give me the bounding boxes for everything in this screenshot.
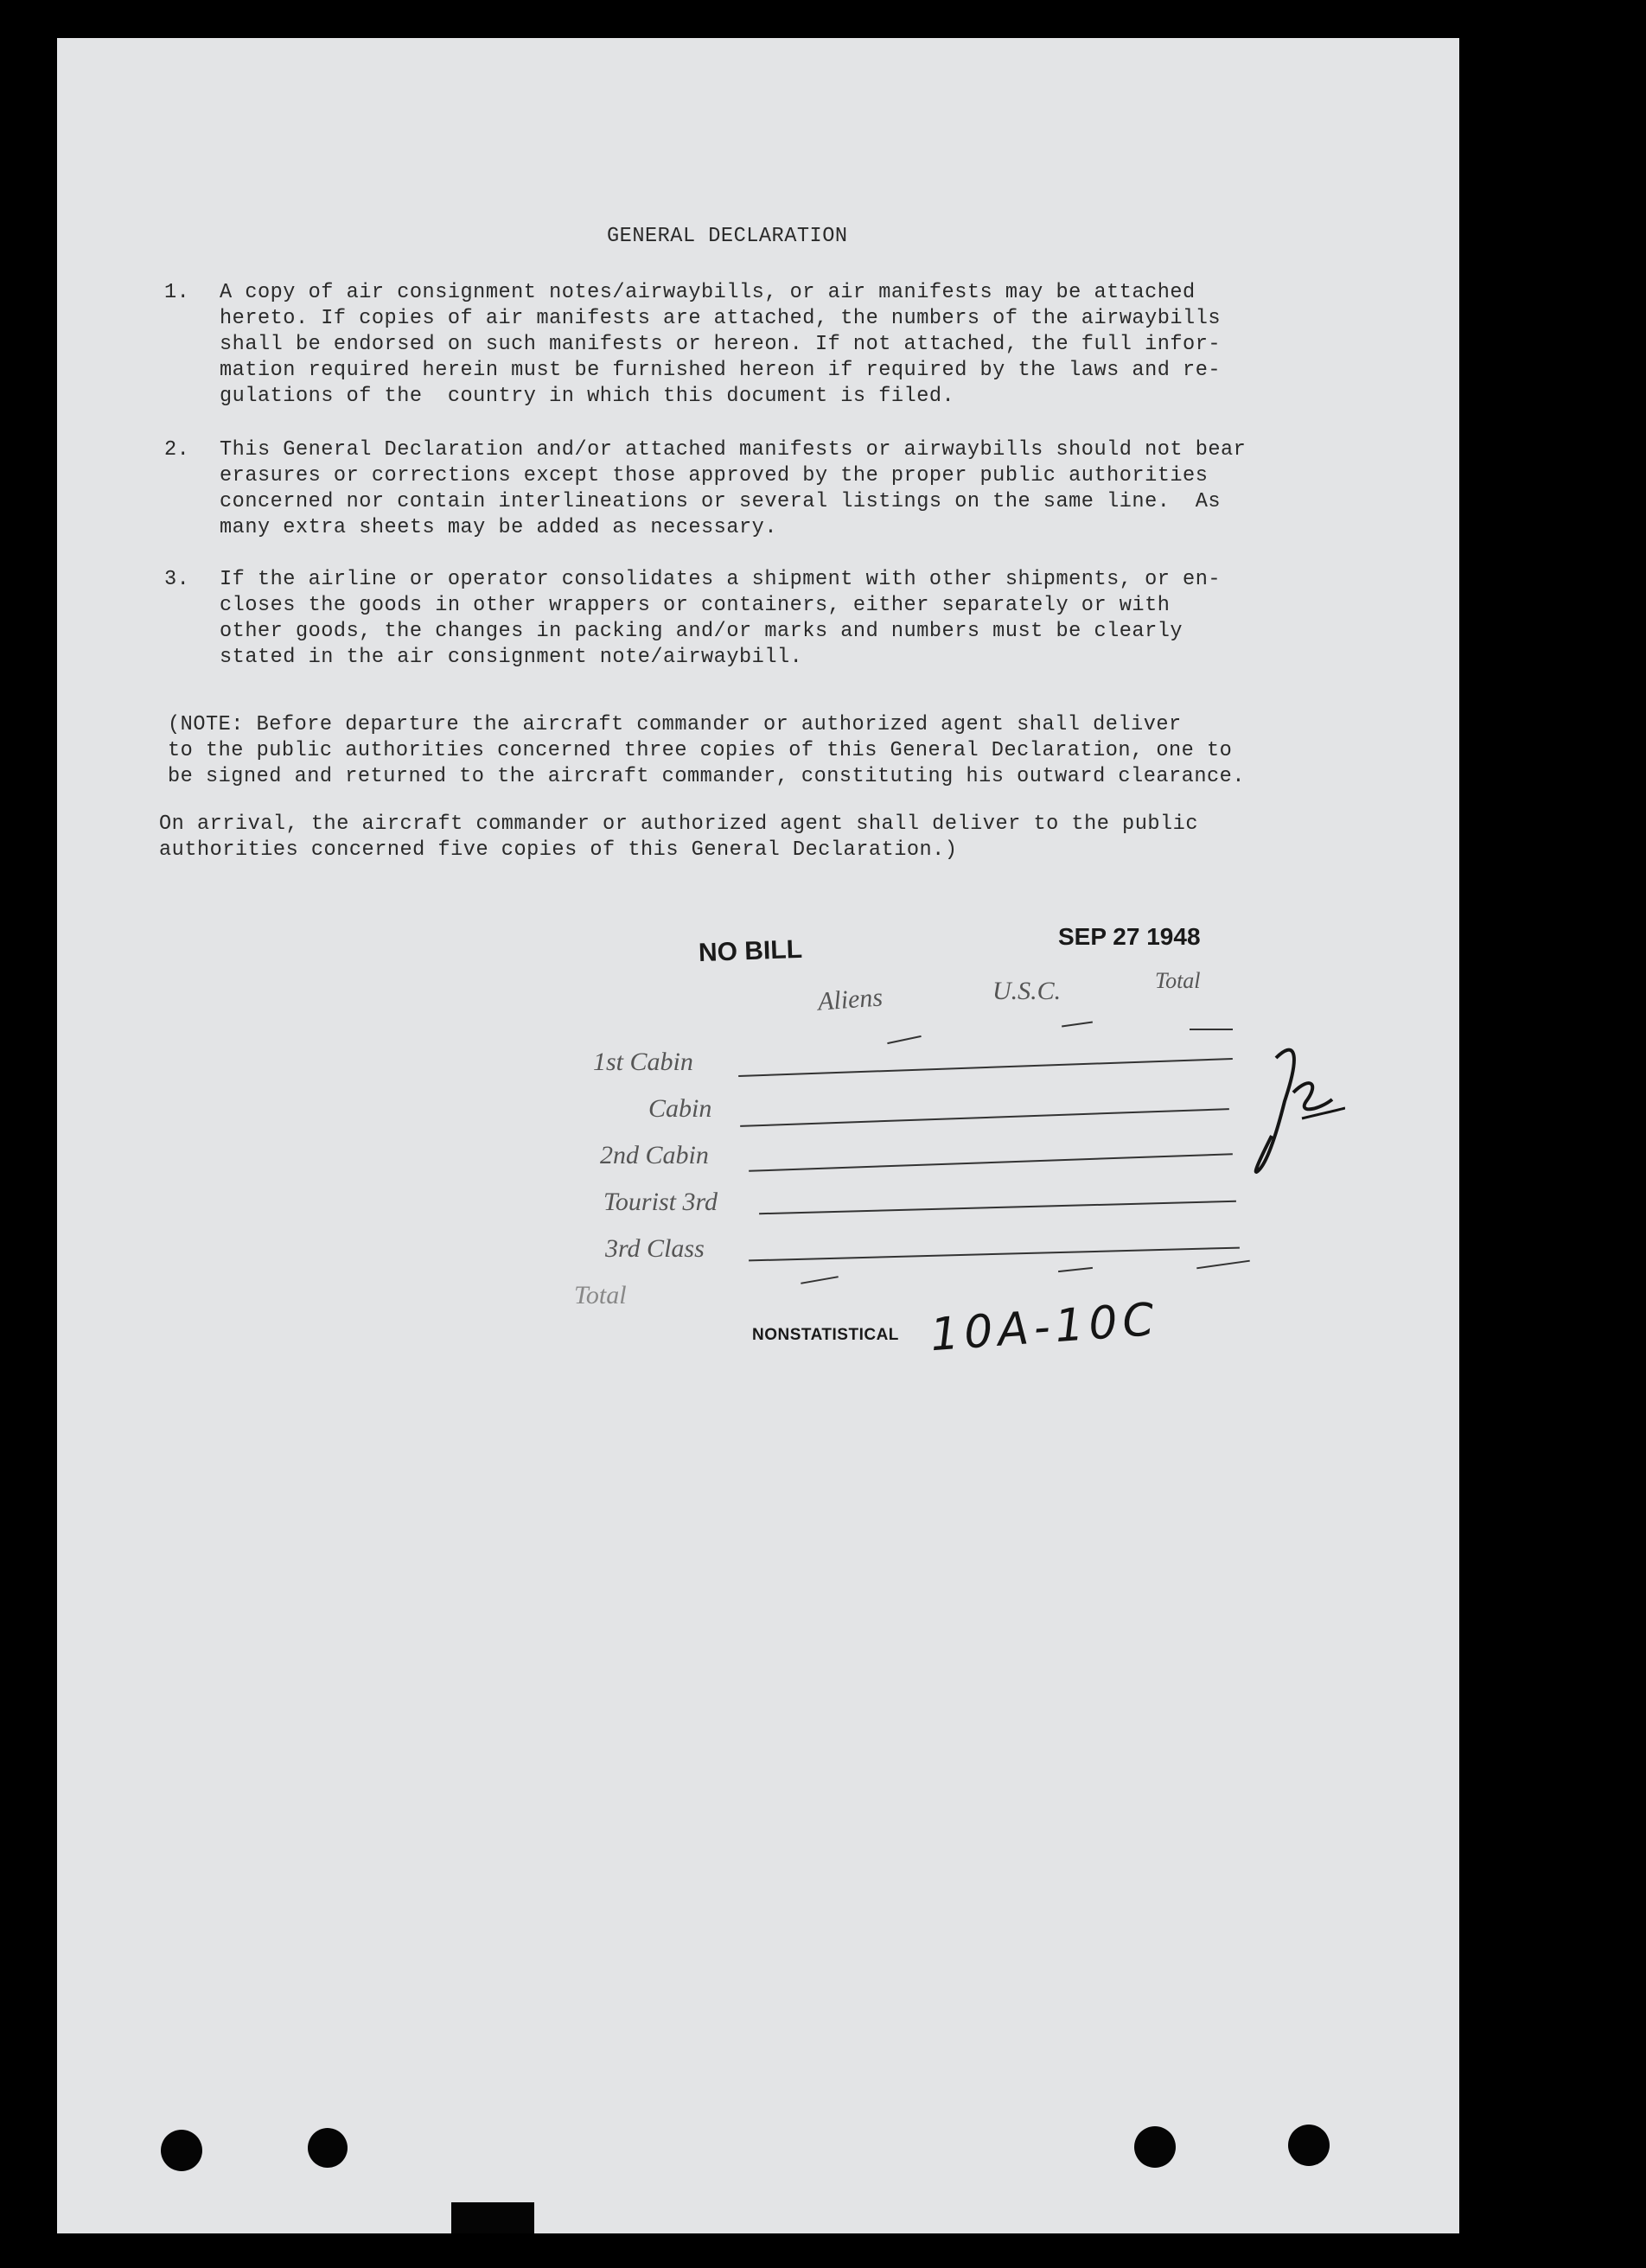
item-1-number: 1. — [164, 281, 190, 304]
note-line: to the public authorities concerned three copies of this General Declaration, one to — [168, 739, 1233, 762]
item-3-number: 3. — [164, 568, 190, 591]
item-2-text — [220, 437, 1246, 541]
item-1-line: shall be endorsed on such manifests or hereon. If not attached, the full infor- — [220, 333, 1222, 356]
tick-mark — [1196, 1260, 1250, 1270]
row-3rd-class: 3rd Class — [605, 1234, 705, 1263]
row-2nd-cabin: 2nd Cabin — [600, 1141, 709, 1169]
column-usc: U.S.C. — [992, 977, 1062, 1005]
row-1st-cabin: 1st Cabin — [593, 1048, 693, 1076]
row-line — [738, 1058, 1233, 1077]
punch-hole — [1288, 2125, 1330, 2166]
bottom-notch — [451, 2202, 534, 2233]
item-1-line: gulations of the country in which this document is filed. — [220, 385, 955, 408]
row-line — [759, 1201, 1236, 1214]
item-1-line: A copy of air consignment notes/airwaybills, or air manifests may be attached — [220, 281, 1196, 304]
arrival-line: authorities concerned five copies of this General Declaration.) — [159, 838, 958, 862]
row-tourist-3rd: Tourist 3rd — [603, 1188, 718, 1216]
item-3-line: stated in the air consignment note/airwaybill. — [220, 646, 803, 669]
date-stamp: SEP 27 1948 — [1058, 923, 1201, 950]
punch-hole — [308, 2128, 348, 2168]
document-title: GENERAL DECLARATION — [607, 225, 848, 248]
row-line — [740, 1108, 1229, 1127]
item-1-line: mation required herein must be furnished hereon if required by the laws and re- — [220, 359, 1222, 382]
document-sheet — [57, 38, 1459, 2233]
item-2-line: concerned nor contain interlineations or several listings on the same line. As — [220, 490, 1222, 513]
tick-mark — [887, 1035, 922, 1044]
tick-mark — [1062, 1022, 1093, 1028]
row-line — [749, 1153, 1233, 1172]
row-cabin: Cabin — [648, 1094, 712, 1123]
item-2-line: many extra sheets may be added as necessary. — [220, 516, 777, 539]
item-3-line: other goods, the changes in packing and/or marks and numbers must be clearly — [220, 620, 1183, 643]
item-1-line: hereto. If copies of air manifests are attached, the numbers of the airwaybills — [220, 307, 1222, 330]
item-3-line: closes the goods in other wrappers or containers, either separately or with — [220, 594, 1171, 617]
tick-mark — [801, 1276, 839, 1284]
row-line — [749, 1247, 1240, 1262]
note-line: be signed and returned to the aircraft commander, constituting his outward clearance. — [168, 765, 1245, 788]
handwritten-code: 10A-10C — [928, 1293, 1161, 1362]
tick-mark — [1058, 1267, 1093, 1272]
item-2-line: erasures or corrections except those approved by the proper public authorities — [220, 464, 1209, 487]
item-2-line: This General Declaration and/or attached manifests or airwaybills should not bear — [220, 438, 1247, 462]
column-aliens: Aliens — [816, 983, 884, 1016]
departure-note — [168, 712, 1245, 790]
arrival-note — [159, 812, 1198, 863]
no-bill-stamp: NO BILL — [698, 934, 803, 968]
nonstatistical-stamp: NONSTATISTICAL — [752, 1326, 899, 1344]
punch-hole — [161, 2130, 202, 2171]
item-3-text — [220, 567, 1221, 671]
note-line: (NOTE: Before departure the aircraft commander or authorized agent shall deliver — [168, 713, 1182, 736]
punch-hole — [1134, 2126, 1176, 2168]
item-2-number: 2. — [164, 438, 190, 462]
arrival-line: On arrival, the aircraft commander or authorized agent shall deliver to the public — [159, 812, 1199, 836]
tick-mark — [1190, 1029, 1233, 1030]
initials-signature — [1250, 1032, 1345, 1205]
column-total: Total — [1155, 968, 1201, 993]
item-3-line: If the airline or operator consolidates a shipment with other shipments, or en- — [220, 568, 1222, 591]
item-1-text — [220, 280, 1221, 410]
row-total: Total — [574, 1281, 627, 1309]
